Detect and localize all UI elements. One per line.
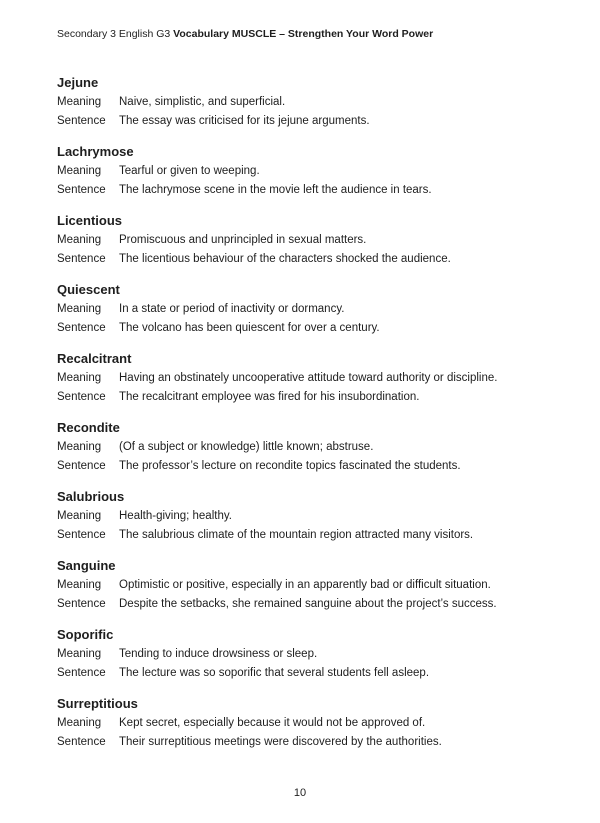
meaning-text: Having an obstinately uncooperative attitude toward authority or discipline. bbox=[119, 372, 498, 384]
meaning-label: Meaning bbox=[57, 165, 102, 177]
sentence-row bbox=[57, 526, 577, 545]
page-number: 10 bbox=[293, 787, 307, 799]
sentence-text: The lecture was so soporific that several students fell asleep. bbox=[119, 667, 430, 679]
sentence-label: Sentence bbox=[57, 184, 106, 196]
meaning-text: In a state or period of inactivity or dormancy. bbox=[119, 303, 345, 315]
vocab-entry bbox=[57, 625, 577, 694]
meaning-row bbox=[57, 645, 577, 664]
meaning-text: Tending to induce drowsiness or sleep. bbox=[119, 648, 318, 660]
vocab-entry bbox=[57, 280, 577, 349]
meaning-label: Meaning bbox=[57, 303, 102, 315]
sentence-label: Sentence bbox=[57, 391, 106, 403]
sentence-row bbox=[57, 457, 577, 476]
sentence-text: Their surreptitious meetings were discovered by the authorities. bbox=[119, 736, 442, 748]
meaning-text: Naive, simplistic, and superficial. bbox=[119, 96, 286, 108]
sentence-row bbox=[57, 250, 577, 269]
meaning-text: Health-giving; healthy. bbox=[119, 510, 232, 522]
sentence-row bbox=[57, 112, 577, 131]
meaning-text: Promiscuous and unprincipled in sexual matters. bbox=[119, 234, 367, 246]
sentence-row bbox=[57, 319, 577, 338]
vocabulary-list bbox=[57, 73, 577, 763]
sentence-label: Sentence bbox=[57, 253, 106, 265]
sentence-text: The licentious behaviour of the characters shocked the audience. bbox=[119, 253, 451, 265]
vocab-word: Lachrymose bbox=[57, 144, 134, 159]
header-title: Vocabulary MUSCLE – Strengthen Your Word Power bbox=[173, 28, 434, 40]
sentence-row bbox=[57, 388, 577, 407]
vocab-word: Salubrious bbox=[57, 489, 125, 504]
meaning-label: Meaning bbox=[57, 96, 102, 108]
meaning-text: Optimistic or positive, especially in an apparently bad or difficult situation. bbox=[119, 579, 491, 591]
sentence-text: The volcano has been quiescent for over a century. bbox=[119, 322, 380, 334]
vocab-entry bbox=[57, 556, 577, 625]
meaning-text: Tearful or given to weeping. bbox=[119, 165, 260, 177]
header-course: Secondary 3 English G3 bbox=[57, 28, 171, 40]
vocab-entry bbox=[57, 487, 577, 556]
sentence-label: Sentence bbox=[57, 115, 106, 127]
vocab-entry bbox=[57, 418, 577, 487]
sentence-text: The professor’s lecture on recondite topics fascinated the students. bbox=[119, 460, 461, 472]
meaning-row bbox=[57, 162, 577, 181]
vocab-entry bbox=[57, 349, 577, 418]
meaning-row bbox=[57, 714, 577, 733]
vocab-entry bbox=[57, 142, 577, 211]
meaning-row bbox=[57, 438, 577, 457]
sentence-text: The recalcitrant employee was fired for his insubordination. bbox=[119, 391, 420, 403]
sentence-label: Sentence bbox=[57, 322, 106, 334]
meaning-label: Meaning bbox=[57, 648, 102, 660]
sentence-text: The essay was criticised for its jejune arguments. bbox=[119, 115, 370, 127]
meaning-row bbox=[57, 93, 577, 112]
vocab-word: Sanguine bbox=[57, 558, 116, 573]
sentence-text: The salubrious climate of the mountain region attracted many visitors. bbox=[119, 529, 474, 541]
sentence-row bbox=[57, 733, 577, 752]
meaning-label: Meaning bbox=[57, 441, 102, 453]
sentence-label: Sentence bbox=[57, 667, 106, 679]
meaning-label: Meaning bbox=[57, 717, 102, 729]
vocab-word: Quiescent bbox=[57, 282, 120, 297]
vocab-entry bbox=[57, 73, 577, 142]
vocab-word: Surreptitious bbox=[57, 696, 138, 711]
meaning-row bbox=[57, 576, 577, 595]
meaning-label: Meaning bbox=[57, 510, 102, 522]
sentence-row bbox=[57, 664, 577, 683]
meaning-row bbox=[57, 369, 577, 388]
sentence-label: Sentence bbox=[57, 736, 106, 748]
sentence-label: Sentence bbox=[57, 529, 106, 541]
sentence-row bbox=[57, 181, 577, 200]
meaning-text: Kept secret, especially because it would not be approved of. bbox=[119, 717, 426, 729]
meaning-row bbox=[57, 507, 577, 526]
meaning-label: Meaning bbox=[57, 234, 102, 246]
page-header bbox=[57, 28, 433, 40]
vocab-word: Recondite bbox=[57, 420, 120, 435]
sentence-text: Despite the setbacks, she remained sanguine about the project’s success. bbox=[119, 598, 497, 610]
meaning-row bbox=[57, 231, 577, 250]
meaning-row bbox=[57, 300, 577, 319]
sentence-label: Sentence bbox=[57, 460, 106, 472]
vocab-word: Jejune bbox=[57, 75, 99, 90]
vocab-word: Soporific bbox=[57, 627, 114, 642]
meaning-label: Meaning bbox=[57, 579, 102, 591]
vocab-word: Recalcitrant bbox=[57, 351, 132, 366]
vocab-entry bbox=[57, 694, 577, 763]
sentence-row bbox=[57, 595, 577, 614]
vocab-word: Licentious bbox=[57, 213, 123, 228]
sentence-label: Sentence bbox=[57, 598, 106, 610]
meaning-label: Meaning bbox=[57, 372, 102, 384]
meaning-text: (Of a subject or knowledge) little known; abstruse. bbox=[119, 441, 374, 453]
vocab-entry bbox=[57, 211, 577, 280]
sentence-text: The lachrymose scene in the movie left the audience in tears. bbox=[119, 184, 432, 196]
